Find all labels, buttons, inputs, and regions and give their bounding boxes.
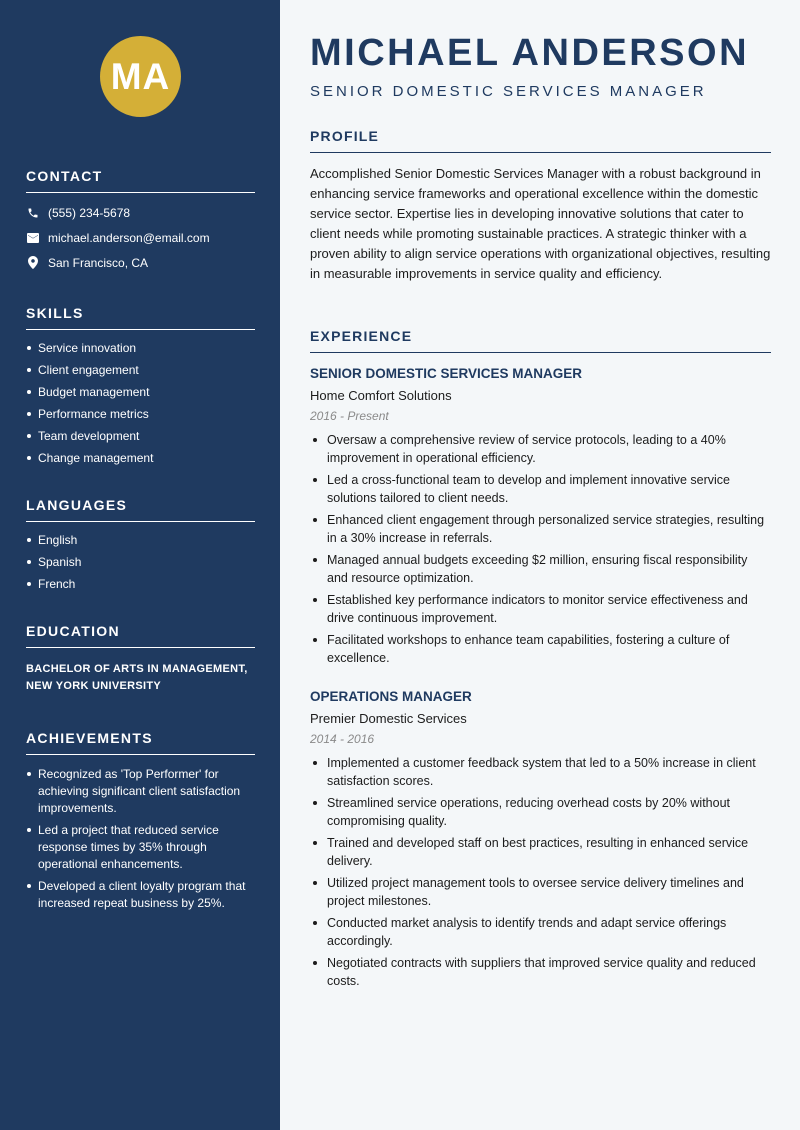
job-company: Premier Domestic Services [310, 711, 467, 726]
avatar: MA [100, 36, 181, 117]
job-dates: 2016 - Present [310, 409, 389, 423]
languages-list [26, 533, 255, 591]
contact-section [26, 168, 255, 269]
profile-section [310, 128, 771, 284]
job-entry [310, 689, 771, 994]
location-pin-icon [26, 256, 39, 269]
skill-item: Service innovation [26, 341, 255, 355]
job-bullet: Managed annual budgets exceeding $2 million, ensuring fiscal responsibility and resource optimization. [310, 551, 771, 587]
job-bullet: Enhanced client engagement through personalized service strategies, resulting in a 30% increase in referrals. [310, 511, 771, 547]
achievements-section [26, 730, 255, 917]
achievement-item: Recognized as 'Top Performer' for achieving significant client satisfaction improvements. [26, 766, 255, 817]
candidate-role: SENIOR DOMESTIC SERVICES MANAGER [310, 83, 707, 100]
languages-section [26, 497, 255, 599]
job-bullet: Led a cross-functional team to develop and implement innovative service solutions tailored to client needs. [310, 471, 771, 507]
achievement-item: Led a project that reduced service response times by 35% through operational enhancements. [26, 822, 255, 873]
job-company: Home Comfort Solutions [310, 388, 452, 403]
job-bullet: Negotiated contracts with suppliers that improved service quality and reduced costs. [310, 954, 771, 990]
location-text: San Francisco, CA [48, 255, 149, 270]
languages-heading: LANGUAGES [26, 497, 255, 522]
job-bullet: Established key performance indicators to monitor service effectiveness and drive continuous improvement. [310, 591, 771, 627]
sidebar [0, 0, 280, 1130]
mail-icon [26, 231, 39, 244]
skill-item: Team development [26, 429, 255, 443]
job-title: OPERATIONS MANAGER [310, 689, 472, 704]
language-item: English [26, 533, 255, 547]
job-bullet: Facilitated workshops to enhance team capabilities, fostering a culture of excellence. [310, 631, 771, 667]
job-entry [310, 366, 771, 671]
skill-item: Change management [26, 451, 255, 465]
job-bullet: Streamlined service operations, reducing overhead costs by 20% without compromising quality. [310, 794, 771, 830]
profile-text: Accomplished Senior Domestic Services Manager with a robust background in enhancing service frameworks and operational excellence within the domestic service sector. Expertise lies in developing innovative solutions that cater to client needs while promoting sustainable practices. A strategic thinker with a proven ability to align service operations with organizational objectives, resulting in measurable improvements in service quality and efficiency. [310, 166, 771, 281]
job-dates: 2014 - 2016 [310, 732, 375, 746]
skill-item: Budget management [26, 385, 255, 399]
contact-email[interactable] [26, 231, 255, 244]
candidate-name: MICHAEL ANDERSON [310, 32, 750, 74]
job-bullet: Implemented a customer feedback system that led to a 50% increase in client satisfaction scores. [310, 754, 771, 790]
job-bullets [310, 431, 771, 667]
skill-item: Performance metrics [26, 407, 255, 421]
skills-section [26, 305, 255, 473]
achievements-heading: ACHIEVEMENTS [26, 730, 255, 755]
language-item: French [26, 577, 255, 591]
main-content [280, 0, 800, 1130]
education-degree: BACHELOR OF ARTS IN MANAGEMENT, NEW YORK UNIVERSITY [26, 663, 248, 692]
skills-list [26, 341, 255, 465]
contact-phone[interactable] [26, 206, 255, 219]
profile-heading: PROFILE [310, 128, 771, 153]
education-heading: EDUCATION [26, 623, 255, 648]
language-item: Spanish [26, 555, 255, 569]
skills-heading: SKILLS [26, 305, 255, 330]
skill-item: Client engagement [26, 363, 255, 377]
achievements-list [26, 766, 255, 912]
education-section [26, 623, 255, 695]
email-text: michael.anderson@email.com [48, 230, 210, 245]
contact-location [26, 256, 255, 269]
job-bullet: Trained and developed staff on best practices, resulting in enhanced service delivery. [310, 834, 771, 870]
job-title: SENIOR DOMESTIC SERVICES MANAGER [310, 366, 583, 381]
contact-heading: CONTACT [26, 168, 255, 193]
phone-icon [26, 206, 39, 219]
job-bullets [310, 754, 771, 990]
job-bullet: Utilized project management tools to oversee service delivery timelines and project milestones. [310, 874, 771, 910]
job-bullet: Conducted market analysis to identify trends and adapt service offerings accordingly. [310, 914, 771, 950]
phone-text: (555) 234-5678 [48, 205, 131, 220]
achievement-item: Developed a client loyalty program that increased repeat business by 25%. [26, 878, 255, 912]
experience-heading: EXPERIENCE [310, 328, 771, 353]
experience-section [310, 328, 771, 353]
job-bullet: Oversaw a comprehensive review of service protocols, leading to a 40% improvement in operational efficiency. [310, 431, 771, 467]
